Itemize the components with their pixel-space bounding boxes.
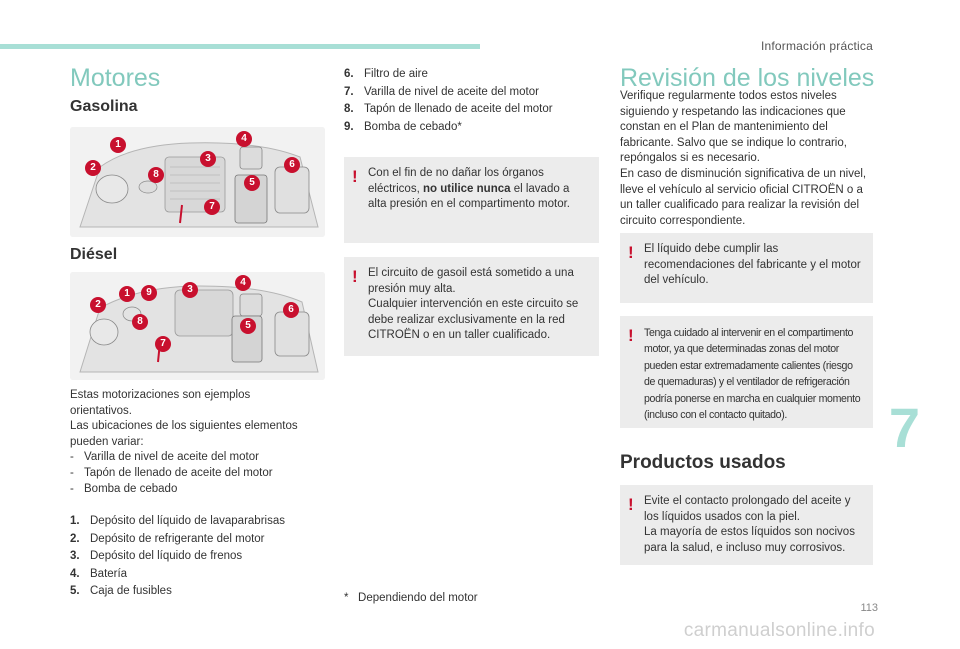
note-line: Estas motorizaciones son ejemplos: [70, 389, 251, 401]
warning-text: Con el fin de no dañar los órganos eléctricos, no utilice nunca el lavado a alta presión en el compartimento motor.: [368, 167, 570, 211]
list-item: 8. Tapón de llenado de aceite del motor: [344, 103, 553, 115]
list-item: 1. Depósito del líquido de lavaparabrisas: [70, 515, 285, 527]
warning-text: Tenga cuidado al intervenir en el compartimento motor, ya que determinadas zonas del motor pueden estar extremadamente calientes (riesgo de quemaduras) y el ventilador de refrigeración podría ponerse en marcha en cualquier momento (incluso con el contacto quitado).: [644, 327, 861, 422]
footnote: * Dependiendo del motor: [344, 592, 478, 604]
list-item: 4. Batería: [70, 567, 128, 580]
exclamation-icon: !: [628, 243, 634, 262]
list-item: - Bomba de cebado: [70, 482, 178, 495]
marker-8: 8: [132, 314, 148, 330]
marker-8: 8: [148, 167, 164, 183]
list-item: 2. Depósito de refrigerante del motor: [70, 532, 265, 545]
diesel-title: Diésel: [70, 246, 118, 263]
paragraph: En caso de disminución significativa de un nivel, lleve el vehículo al servicio oficial CITROËN o a un taller cualificado para realizar la revisión del circuito correspondiente.: [620, 167, 867, 227]
list-item: 6. Filtro de aire: [344, 68, 428, 80]
warning-fluids: [620, 233, 873, 303]
list-item: - Varilla de nivel de aceite del motor: [70, 451, 259, 464]
exclamation-icon: !: [352, 267, 358, 286]
section-title: Información práctica: [760, 39, 873, 53]
marker-6: 6: [284, 157, 300, 173]
marker-5: 5: [244, 175, 260, 191]
watermark: carmanualsonline.info: [683, 620, 875, 641]
marker-4: 4: [235, 275, 251, 291]
note-line: orientativos.: [70, 404, 133, 417]
component-list-left: [70, 513, 325, 601]
marker-7: 7: [204, 199, 220, 215]
paragraph: Verifique regularmente todos estos niveles siguiendo y respetando las indicaciones que constan en el Plan de mantenimiento del fabricante. Salvo que se indique lo contrario, repóngalos si es necesario.: [620, 90, 847, 165]
exclamation-icon: !: [352, 167, 358, 186]
marker-5: 5: [240, 318, 256, 334]
marker-1: 1: [119, 286, 135, 302]
engine-note: [70, 388, 325, 497]
levels-intro: [620, 89, 875, 229]
warning-text: Evite el contacto prolongado del aceite y los líquidos usados con la piel.: [644, 495, 851, 523]
warning-text: El circuito de gasoil está sometido a una presión muy alta.: [368, 267, 574, 295]
marker-2: 2: [90, 297, 106, 313]
warning-text: El líquido debe cumplir las recomendaciones del fabricante y el motor del vehículo.: [644, 243, 861, 287]
list-item: 7. Varilla de nivel de aceite del motor: [344, 85, 539, 98]
exclamation-icon: !: [628, 326, 634, 345]
warning-diesel-circuit: [344, 257, 599, 356]
note-line: Las ubicaciones de los siguientes elementos: [70, 420, 298, 433]
petrol-engine-illustration: [70, 127, 325, 237]
petrol-engine-diagram: [70, 127, 325, 237]
marker-3: 3: [182, 282, 198, 298]
warning-text: La mayoría de estos líquidos son nocivos para la salud, e incluso muy corrosivos.: [644, 526, 855, 554]
warning-electrical: [344, 157, 599, 243]
list-item: - Tapón de llenado de aceite del motor: [70, 466, 273, 479]
levels-title: Revisión de los niveles: [620, 64, 875, 92]
marker-9: 9: [141, 285, 157, 301]
chapter-number: 7: [888, 396, 920, 459]
component-list-right: [344, 66, 599, 136]
diesel-engine-diagram: [70, 272, 325, 380]
marker-2: 2: [85, 160, 101, 176]
warning-text: Cualquier intervención en este circuito se debe realizar exclusivamente en la red CITROËN o en un taller cualificado.: [368, 298, 579, 342]
header-accent-bar: [0, 44, 480, 49]
exclamation-icon: !: [628, 495, 634, 514]
used-products-title: Productos usados: [620, 452, 786, 473]
warning-used-products: [620, 485, 873, 565]
marker-7: 7: [155, 336, 171, 352]
list-item: 3. Depósito del líquido de frenos: [70, 550, 243, 562]
warning-hot-engine: [620, 316, 873, 428]
petrol-title: Gasolina: [70, 98, 138, 115]
list-item: 9. Bomba de cebado*: [344, 120, 462, 133]
marker-3: 3: [200, 151, 216, 167]
engines-title: Motores: [70, 64, 161, 92]
list-item: 5. Caja de fusibles: [70, 585, 172, 597]
marker-4: 4: [236, 131, 252, 147]
page-number: 113: [860, 602, 878, 614]
marker-6: 6: [283, 302, 299, 318]
note-line: pueden variar:: [70, 435, 144, 448]
marker-1: 1: [110, 137, 126, 153]
